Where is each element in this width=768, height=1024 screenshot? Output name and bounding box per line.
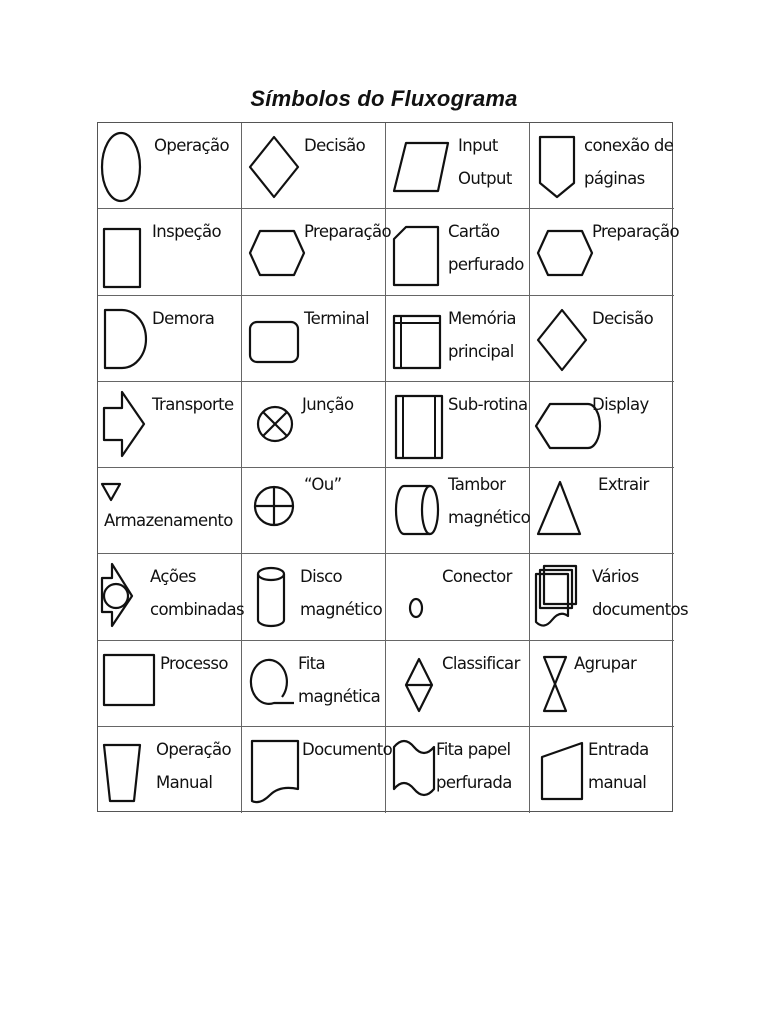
symbol-label: Memória principal: [448, 308, 516, 361]
symbol-cell: [386, 123, 530, 209]
symbol-cell: [98, 641, 242, 727]
symbol-cell: [98, 554, 245, 640]
symbol-cell: [530, 209, 679, 295]
symbol-label: Tambor magnético: [448, 475, 531, 527]
symbol-cell: [242, 123, 386, 209]
symbol-label: Conector: [442, 567, 512, 587]
symbol-cell: [530, 641, 674, 727]
symbol-cell: [98, 123, 242, 209]
symbol-cell: [386, 382, 530, 468]
symbol-cell: [530, 123, 674, 209]
symbol-label: Inspeção: [152, 222, 222, 242]
symbol-cell: [242, 209, 391, 295]
symbol-cell: [530, 554, 688, 640]
symbol-label: Operação: [154, 136, 229, 155]
symbol-cell: [386, 468, 530, 554]
symbol-label: Processo: [160, 653, 228, 673]
symbol-cell: [530, 382, 674, 468]
symbol-label: Terminal: [304, 308, 369, 328]
symbol-label: Disco magnético: [300, 567, 383, 620]
symbol-label: Vários documentos: [592, 567, 688, 620]
symbol-label: Agrupar: [574, 653, 637, 673]
symbol-label: Classificar: [442, 653, 520, 673]
symbol-cell: [98, 209, 242, 295]
symbol-cell: [242, 727, 393, 813]
symbol-label: Ações combinadas: [150, 567, 245, 620]
symbol-label: Documento: [302, 739, 393, 759]
symbol-label: Entrada manual: [588, 739, 649, 792]
symbol-label: Display: [592, 394, 649, 414]
symbol-label: Extrair: [598, 475, 649, 494]
symbol-label: Decisão: [304, 136, 366, 155]
symbol-cell: [386, 641, 530, 727]
symbol-cell: [386, 296, 530, 382]
symbol-label: Input Output: [458, 136, 512, 188]
symbol-cell: [242, 296, 386, 382]
symbols-table: [97, 122, 688, 812]
symbol-cell: [242, 554, 386, 640]
symbol-cell: [530, 468, 674, 554]
symbol-cell: [98, 468, 242, 554]
symbol-cell: [386, 554, 530, 640]
symbol-cell: [530, 296, 674, 382]
symbol-label: Sub-rotina: [448, 394, 528, 414]
symbol-label: Armazenamento: [104, 511, 233, 530]
symbol-label: Preparação: [592, 222, 679, 242]
symbol-cell: [386, 209, 530, 295]
symbol-cell: [98, 727, 242, 813]
symbol-cell: [242, 641, 386, 727]
symbol-label: Decisão: [592, 308, 654, 328]
symbol-label: Fita magnética: [298, 653, 381, 706]
symbol-cell: [98, 382, 242, 468]
symbol-label: Demora: [152, 308, 215, 328]
page-title: Símbolos do Fluxograma: [250, 86, 518, 111]
symbol-label: Junção: [302, 394, 354, 414]
symbol-cell: [98, 296, 242, 382]
symbol-label: Cartão perfurado: [448, 222, 524, 275]
symbol-label: Operação Manual: [156, 739, 231, 792]
symbol-label: Transporte: [152, 394, 234, 414]
symbol-cell: [242, 382, 386, 468]
symbol-cell: [242, 468, 386, 554]
symbol-label: Fita papel perfurada: [436, 739, 512, 792]
symbol-label: conexão de páginas: [584, 136, 674, 188]
symbol-cell: [386, 727, 530, 813]
symbol-cell: [530, 727, 674, 813]
symbol-label: “Ou”: [304, 475, 342, 494]
symbol-label: Preparação: [304, 222, 391, 242]
